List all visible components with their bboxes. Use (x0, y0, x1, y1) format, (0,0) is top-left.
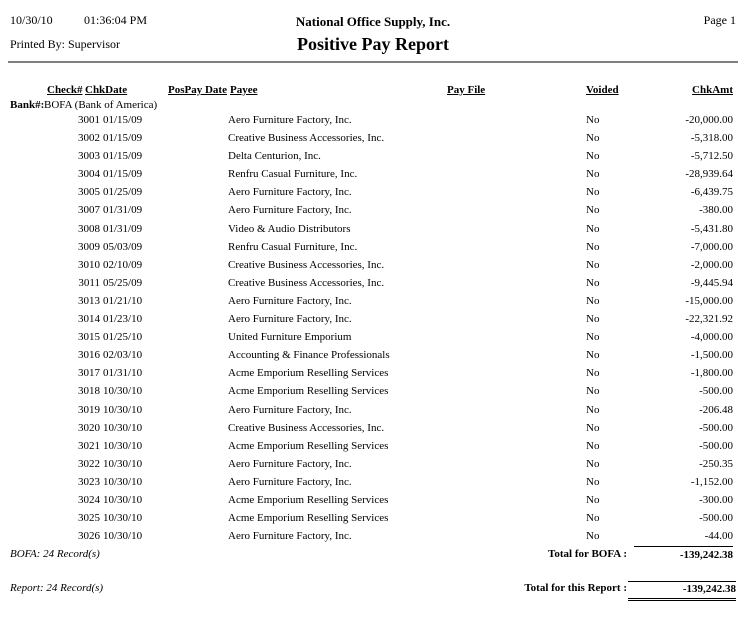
check-date-cell: 01/15/09 (103, 150, 143, 163)
check-number-cell: 3021 (78, 439, 100, 452)
check-amount-cell: -28,939.64 (685, 168, 733, 181)
payee-cell: Acme Emporium Reselling Services (228, 367, 389, 380)
bank-name-value: BOFA (Bank of America) (44, 99, 158, 111)
check-date-cell: 01/23/10 (103, 313, 143, 326)
voided-cell: No (586, 150, 600, 163)
check-number-cell: 3026 (78, 530, 100, 543)
voided-cell: No (586, 530, 600, 543)
check-number-cell: 3023 (78, 475, 100, 488)
check-date-cell: 10/30/10 (103, 439, 143, 452)
voided-cell: No (586, 240, 600, 253)
voided-cell: No (586, 403, 600, 416)
check-amount-cell: -500.00 (699, 421, 733, 434)
table-row (0, 238, 746, 256)
check-date-cell: 01/21/10 (103, 294, 143, 307)
report-record-count: Report: 24 Record(s) (10, 582, 104, 594)
payee-cell: Aero Furniture Factory, Inc. (228, 294, 352, 307)
print-date: 10/30/10 (10, 13, 53, 27)
check-date-cell: 05/03/09 (103, 240, 143, 253)
voided-cell: No (586, 114, 600, 126)
bank-total-amount: -139,242.38 (634, 546, 733, 563)
check-date-cell: 10/30/10 (103, 512, 143, 525)
payee-cell: Renfru Casual Furniture, Inc. (228, 240, 358, 253)
check-amount-cell: -5,318.00 (690, 132, 733, 145)
check-amount-cell: -7,000.00 (690, 240, 733, 253)
payee-cell: Accounting & Finance Professionals (228, 349, 390, 362)
voided-cell: No (586, 313, 600, 326)
check-number-cell: 3005 (78, 186, 100, 199)
voided-cell: No (586, 385, 600, 398)
voided-cell: No (586, 204, 600, 217)
table-row (0, 455, 746, 473)
check-number-cell: 3017 (78, 367, 100, 380)
check-number-cell: 3002 (78, 132, 100, 145)
table-row (0, 473, 746, 491)
column-header-pay-file: Pay File (447, 84, 486, 96)
check-date-cell: 01/25/09 (103, 186, 143, 199)
check-date-cell: 10/30/10 (103, 385, 143, 398)
check-number-cell: 3018 (78, 385, 100, 398)
payee-cell: United Furniture Emporium (228, 331, 352, 344)
voided-cell: No (586, 222, 600, 235)
table-row (0, 201, 746, 219)
table-row (0, 509, 746, 527)
check-amount-cell: -500.00 (699, 385, 733, 398)
table-row (0, 111, 746, 129)
payee-cell: Acme Emporium Reselling Services (228, 439, 389, 452)
voided-cell: No (586, 276, 600, 289)
table-row (0, 129, 746, 147)
check-amount-cell: -44.00 (704, 530, 733, 543)
check-date-cell: 01/15/09 (103, 114, 143, 126)
check-date-cell: 05/25/09 (103, 276, 143, 289)
voided-cell: No (586, 258, 600, 271)
report-total-amount: -139,242.38 (628, 581, 736, 601)
check-amount-cell: -4,000.00 (690, 331, 733, 344)
check-amount-cell: -500.00 (699, 439, 733, 452)
check-date-cell: 10/30/10 (103, 475, 143, 488)
voided-cell: No (586, 475, 600, 488)
check-date-cell: 01/15/09 (103, 168, 143, 181)
payee-cell: Creative Business Accessories, Inc. (228, 258, 385, 271)
table-row (0, 401, 746, 419)
column-header-voided: Voided (586, 84, 619, 96)
voided-cell: No (586, 493, 600, 506)
table-row (0, 256, 746, 274)
payee-cell: Aero Furniture Factory, Inc. (228, 530, 352, 543)
bank-total-label: Total for BOFA : (548, 548, 627, 560)
table-row (0, 437, 746, 455)
page-number: Page 1 (703, 13, 736, 27)
bank-number-label: Bank#: (10, 99, 45, 111)
print-time: 01:36:04 PM (84, 13, 148, 27)
check-date-cell: 10/30/10 (103, 421, 143, 434)
payee-cell: Renfru Casual Furniture, Inc. (228, 168, 358, 181)
check-date-cell: 02/10/09 (103, 258, 143, 271)
column-header-payee: Payee (230, 84, 258, 96)
check-amount-cell: -1,800.00 (690, 367, 733, 380)
voided-cell: No (586, 439, 600, 452)
check-number-cell: 3014 (78, 313, 100, 326)
check-number-cell: 3007 (78, 204, 100, 217)
check-rows-list (0, 111, 746, 545)
check-number-cell: 3008 (78, 222, 100, 235)
column-header-check-date: ChkDate (85, 84, 128, 96)
check-number-cell: 3001 (78, 114, 100, 126)
check-number-cell: 3011 (78, 276, 100, 289)
report-total-label: Total for this Report : (524, 582, 627, 594)
check-number-cell: 3019 (78, 403, 100, 416)
printed-by-label: Printed By: Supervisor (10, 37, 120, 51)
table-row (0, 491, 746, 509)
check-amount-cell: -250.35 (699, 457, 733, 470)
voided-cell: No (586, 421, 600, 434)
check-amount-cell: -6,439.75 (690, 186, 733, 199)
payee-cell: Acme Emporium Reselling Services (228, 385, 389, 398)
check-amount-cell: -5,431.80 (690, 222, 733, 235)
table-row (0, 147, 746, 165)
payee-cell: Aero Furniture Factory, Inc. (228, 475, 352, 488)
table-row (0, 419, 746, 437)
payee-cell: Acme Emporium Reselling Services (228, 493, 389, 506)
table-row (0, 292, 746, 310)
check-amount-cell: -1,152.00 (690, 475, 733, 488)
check-number-cell: 3010 (78, 258, 100, 271)
check-amount-cell: -380.00 (699, 204, 733, 217)
table-row (0, 382, 746, 400)
payee-cell: Aero Furniture Factory, Inc. (228, 204, 352, 217)
check-amount-cell: -2,000.00 (690, 258, 733, 271)
table-row (0, 328, 746, 346)
payee-cell: Aero Furniture Factory, Inc. (228, 457, 352, 470)
payee-cell: Aero Furniture Factory, Inc. (228, 186, 352, 199)
check-amount-cell: -9,445.94 (690, 276, 733, 289)
check-amount-cell: -1,500.00 (690, 349, 733, 362)
page-title: Positive Pay Report (297, 34, 449, 54)
payee-cell: Creative Business Accessories, Inc. (228, 276, 385, 289)
table-row (0, 165, 746, 183)
check-date-cell: 01/25/10 (103, 331, 143, 344)
payee-cell: Creative Business Accessories, Inc. (228, 132, 385, 145)
check-number-cell: 3024 (78, 493, 100, 506)
check-number-cell: 3022 (78, 457, 100, 470)
check-date-cell: 10/30/10 (103, 530, 143, 543)
table-row (0, 274, 746, 292)
check-number-cell: 3003 (78, 150, 100, 163)
payee-cell: Creative Business Accessories, Inc. (228, 421, 385, 434)
check-number-cell: 3013 (78, 294, 100, 307)
bank-record-count: BOFA: 24 Record(s) (10, 548, 100, 560)
check-number-cell: 3025 (78, 512, 100, 525)
check-number-cell: 3004 (78, 168, 100, 181)
voided-cell: No (586, 132, 600, 145)
voided-cell: No (586, 349, 600, 362)
check-date-cell: 10/30/10 (103, 403, 143, 416)
column-header-check-amount: ChkAmt (692, 84, 733, 96)
payee-cell: Acme Emporium Reselling Services (228, 512, 389, 525)
header-divider (8, 61, 738, 63)
voided-cell: No (586, 457, 600, 470)
table-row (0, 183, 746, 201)
voided-cell: No (586, 367, 600, 380)
table-row (0, 364, 746, 382)
company-name: National Office Supply, Inc. (295, 14, 451, 29)
payee-cell: Aero Furniture Factory, Inc. (228, 313, 352, 326)
voided-cell: No (586, 331, 600, 344)
check-number-cell: 3016 (78, 349, 100, 362)
table-row (0, 346, 746, 364)
voided-cell: No (586, 186, 600, 199)
table-row (0, 527, 746, 545)
check-date-cell: 01/15/09 (103, 132, 143, 145)
payee-cell: Aero Furniture Factory, Inc. (228, 403, 352, 416)
voided-cell: No (586, 168, 600, 181)
column-header-check-number: Check# (47, 84, 83, 96)
check-amount-cell: -15,000.00 (685, 294, 733, 307)
voided-cell: No (586, 294, 600, 307)
check-date-cell: 01/31/10 (103, 367, 143, 380)
payee-cell: Video & Audio Distributors (228, 222, 351, 235)
check-date-cell: 01/31/09 (103, 204, 143, 217)
check-number-cell: 3015 (78, 331, 100, 344)
check-amount-cell: -20,000.00 (685, 114, 733, 126)
payee-cell: Aero Furniture Factory, Inc. (228, 114, 352, 126)
check-amount-cell: -5,712.50 (690, 150, 733, 163)
check-amount-cell: -22,321.92 (685, 313, 733, 326)
payee-cell: Delta Centurion, Inc. (228, 150, 321, 163)
check-date-cell: 02/03/10 (103, 349, 143, 362)
check-number-cell: 3009 (78, 240, 100, 253)
check-date-cell: 10/30/10 (103, 493, 143, 506)
check-amount-cell: -300.00 (699, 493, 733, 506)
check-amount-cell: -206.48 (699, 403, 733, 416)
check-date-cell: 01/31/09 (103, 222, 143, 235)
voided-cell: No (586, 512, 600, 525)
check-date-cell: 10/30/10 (103, 457, 143, 470)
table-row (0, 220, 746, 238)
check-number-cell: 3020 (78, 421, 100, 434)
check-amount-cell: -500.00 (699, 512, 733, 525)
column-header-pospay-date: PosPay Date (168, 84, 227, 96)
table-row (0, 310, 746, 328)
